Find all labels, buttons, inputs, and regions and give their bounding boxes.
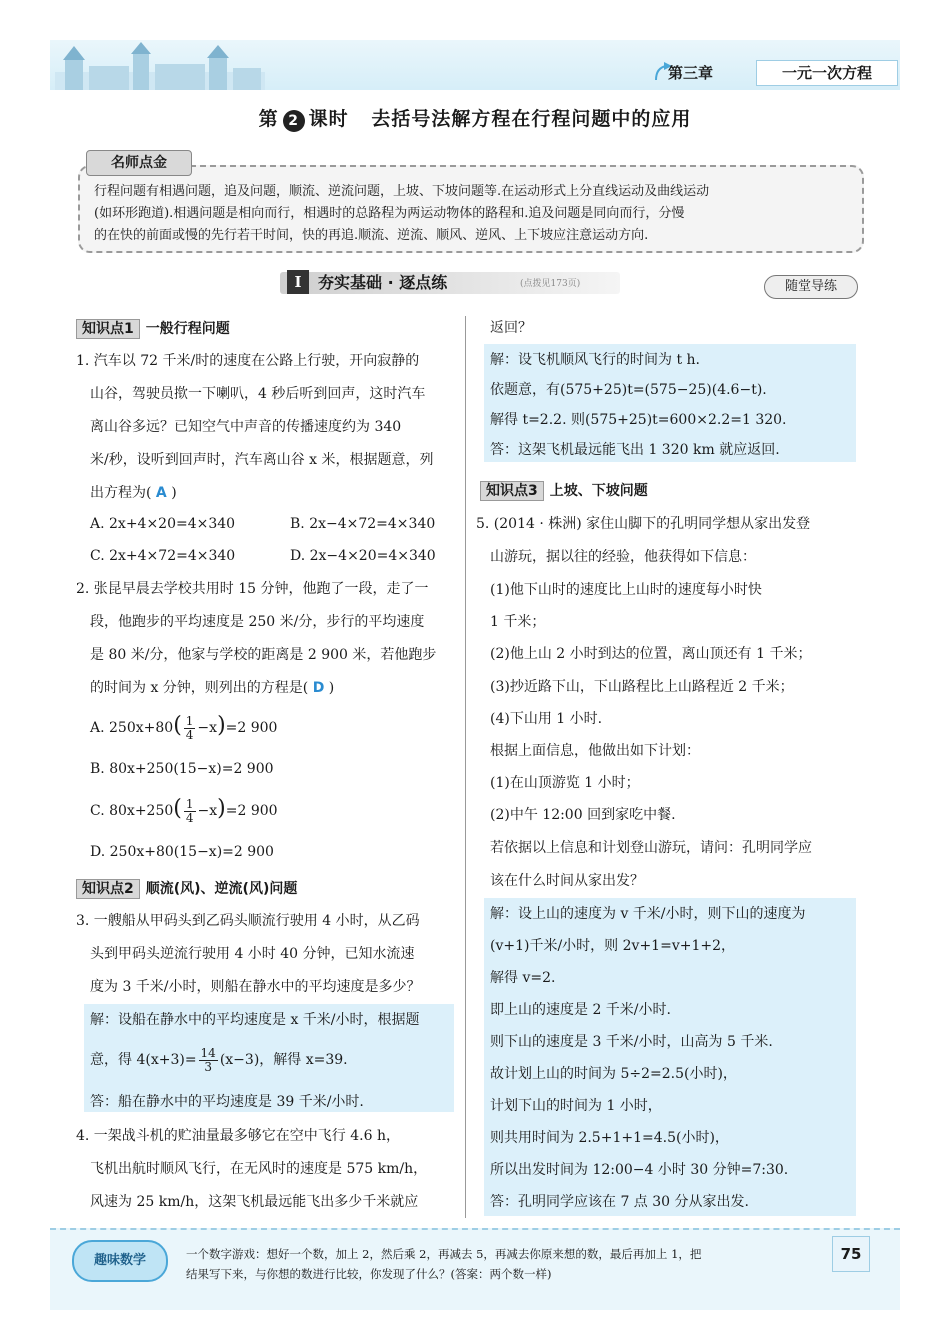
knowledge-point-1	[76, 318, 230, 338]
q3-solution-line: 解：设船在静水中的平均速度是 x 千米/小时，根据题	[90, 1012, 420, 1028]
q4-line: 4. 一架战斗机的贮油量最多够它在空中飞行 4.6 h，	[76, 1128, 400, 1144]
castle-illustration-icon	[55, 42, 265, 90]
q5-line: 1 千米；	[490, 614, 546, 630]
q4-line: 风速为 25 km/h，这架飞机最远能飞出多少千米就应	[90, 1194, 419, 1210]
q2-answer: D	[312, 680, 325, 696]
q2-option-d: D. 250x+80(15−x)=2 900	[90, 844, 274, 860]
column-divider	[465, 316, 466, 1218]
q1-option-a: A. 2x+4×20=4×340	[90, 516, 236, 532]
lesson-number: 2	[283, 110, 305, 132]
q2-stem-pre: 的时间为 x 分钟，则列出的方程是(	[90, 680, 309, 696]
q1-stem-post: )	[171, 485, 177, 501]
kp-tag: 知识点3	[480, 481, 544, 501]
chapter-title: 一元一次方程	[756, 60, 898, 86]
section-tag: 随堂导练	[764, 275, 858, 299]
q4-solution-line: 答：这架飞机最远能飞出 1 320 km 就应返回.	[490, 442, 780, 458]
q5-solution-line: 则下山的速度是 3 千米/小时，山高为 5 千米.	[490, 1034, 773, 1050]
q2-a-pre: A. 250x+80	[90, 720, 174, 736]
q2-line: 段，他跑步的平均速度是 250 米/分，步行的平均速度	[90, 614, 425, 630]
q2-line: 2. 张昆早晨去学校共用时 15 分钟，他跑了一段，走了一	[76, 581, 429, 597]
q5-line: (4)下山用 1 小时.	[490, 711, 603, 727]
q1-option-c: C. 2x+4×72=4×340	[90, 548, 236, 564]
tip-line: (如环形跑道).相遇问题是相向而行，相遇时的总路程为两运动物体的路程和.追及问题是同向而行，分慢	[94, 206, 685, 221]
q5-solution-line: (v+1)千米/小时，则 2v+1=v+1+2，	[490, 938, 736, 954]
footer-line: 结果写下来，与你想的数进行比较，你发现了什么？(答案：两个数一样)	[186, 1267, 552, 1281]
q1-line: 山谷，驾驶员揿一下喇叭，4 秒后听到回声，这时汽车	[90, 386, 426, 402]
q5-solution-line: 解得 v=2.	[490, 970, 556, 986]
kp-tag: 知识点2	[76, 879, 140, 899]
q1-option-d: D. 2x−4×20=4×340	[290, 548, 436, 564]
q5-line: (2)他上山 2 小时到达的位置，离山顶还有 1 千米；	[490, 646, 812, 662]
lesson-prefix: 第	[258, 108, 279, 130]
page-number: 75	[832, 1236, 870, 1272]
q5-line: (1)在山顶游览 1 小时；	[490, 775, 640, 791]
q4-continued: 返回？	[490, 320, 532, 336]
tip-line: 行程问题有相遇问题，追及问题，顺流、逆流问题，上坡、下坡问题等.在运动形式上分直线运动及曲线运动	[94, 184, 710, 199]
q2-option-a: A. 250x+80( $\frac{1}{4}$ −x)=2 900	[90, 713, 278, 742]
kp-label: 上坡、下坡问题	[549, 483, 648, 499]
section-note: (点拨见173页)	[520, 279, 581, 289]
kp-tag: 知识点1	[76, 319, 140, 339]
q3-solution-line	[90, 1044, 348, 1076]
q2-c-pre: C. 80x+250	[90, 803, 174, 819]
footer-text	[186, 1244, 816, 1284]
q1-line: 1. 汽车以 72 千米/时的速度在公路上行驶，开向寂静的	[76, 353, 420, 369]
q5-line: 根据上面信息，他做出如下计划：	[490, 743, 700, 759]
q5-line: 山游玩，据以往的经验，他获得如下信息：	[490, 549, 756, 565]
fraction	[184, 798, 196, 825]
q5-line: (3)抄近路下山，下山路程比上山路程近 2 千米；	[490, 679, 794, 695]
q1-stem-end	[90, 483, 177, 503]
fraction	[199, 1047, 218, 1074]
q3-line: 度为 3 千米/小时，则船在静水中的平均速度是多少？	[90, 979, 421, 995]
q5-solution-line: 则共用时间为 2.5+1+1=4.5(小时)，	[490, 1130, 729, 1146]
sol-post: (x−3)，解得 x=39.	[219, 1052, 348, 1068]
knowledge-point-3	[480, 480, 648, 500]
q1-stem-pre: 出方程为(	[90, 485, 152, 501]
fun-math-logo: 趣味数学	[72, 1240, 168, 1282]
q5-solution-line: 所以出发时间为 12:00−4 小时 30 分钟=7:30.	[490, 1162, 789, 1178]
q2-stem-post: )	[328, 680, 335, 696]
knowledge-point-2	[76, 878, 297, 898]
q5-line: 该在什么时间从家出发？	[490, 873, 644, 889]
q3-line: 3. 一艘船从甲码头到乙码头顺流行驶用 4 小时，从乙码	[76, 913, 420, 929]
q5-solution-line: 解：设上山的速度为 v 千米/小时，则下山的速度为	[490, 906, 806, 922]
frac-tail: −x	[197, 720, 218, 736]
q5-line: (1)他下山时的速度比上山时的速度每小时快	[490, 582, 762, 598]
lesson-title-text: 课时 去括号法解方程在行程问题中的应用	[308, 108, 692, 130]
frac-num: 14	[200, 1045, 216, 1060]
kp-label: 一般行程问题	[145, 321, 230, 337]
frac-den: 3	[204, 1059, 212, 1074]
q1-line: 离山谷多远？已知空气中声音的传播速度约为 340	[90, 419, 402, 435]
frac-den: 4	[185, 727, 194, 742]
section-title: 夯实基础 · 逐点练	[318, 273, 448, 292]
q2-option-c: C. 80x+250( $\frac{1}{4}$ −x)=2 900	[90, 796, 278, 825]
q5-line: 若依据以上信息和计划登山游玩，请问：孔明同学应	[490, 840, 812, 856]
q5-line: 5. (2014 · 株洲) 家住山脚下的孔明同学想从家出发登	[476, 516, 811, 532]
kp-label: 顺流(风)、逆流(风)问题	[145, 881, 298, 897]
q5-solution-line: 答：孔明同学应该在 7 点 30 分从家出发.	[490, 1194, 749, 1210]
q5-solution-line: 即上山的速度是 2 千米/小时.	[490, 1002, 671, 1018]
q1-line: 米/秒，设听到回声时，汽车离山谷 x 米，根据题意，列	[90, 452, 434, 468]
section-number: I	[287, 270, 309, 294]
q1-answer: A	[155, 485, 167, 501]
q4-line: 飞机出航时顺风飞行，在无风时的速度是 575 km/h，	[90, 1161, 428, 1177]
q3-line: 头到甲码头逆流行驶用 4 小时 40 分钟，已知水流速	[90, 946, 415, 962]
frac-den: 4	[185, 810, 194, 825]
sol-pre: 意，得 4(x+3)=	[90, 1052, 197, 1068]
frac-num: 1	[185, 713, 194, 728]
q2-option-b: B. 80x+250(15−x)=2 900	[90, 761, 274, 777]
q3-solution-line: 答：船在静水中的平均速度是 39 千米/小时.	[90, 1094, 364, 1110]
q5-solution-line: 故计划上山的时间为 5÷2=2.5(小时)，	[490, 1066, 737, 1082]
q2-c-post: =2 900	[225, 803, 278, 819]
chapter-label: 第三章	[668, 64, 714, 82]
tip-text	[94, 181, 854, 247]
q5-solution-line: 计划下山的时间为 1 小时，	[490, 1098, 662, 1114]
frac-num: 1	[185, 796, 194, 811]
q4-solution-line: 解得 t=2.2. 则(575+25)t=600×2.2=1 320.	[490, 412, 787, 428]
fraction	[184, 715, 196, 742]
q4-solution-line: 解：设飞机顺风飞行的时间为 t h.	[490, 352, 700, 368]
q2-line: 是 80 米/分，他家与学校的距离是 2 900 米，若他跑步	[90, 647, 437, 663]
lesson-title	[0, 104, 950, 132]
tip-line: 的在快的前面或慢的先行若干时间，快的再追.顺流、逆流、顺风、逆风、上下坡应注意运动方向.	[94, 228, 649, 243]
q5-line: (2)中午 12:00 回到家吃中餐.	[490, 807, 676, 823]
q4-solution-line: 依题意，有(575+25)t=(575−25)(4.6−t).	[490, 382, 767, 398]
q2-a-post: =2 900	[225, 720, 278, 736]
frac-tail: −x	[197, 803, 218, 819]
q1-option-b: B. 2x−4×72=4×340	[290, 516, 436, 532]
q2-stem-end	[90, 678, 334, 698]
tip-label: 名师点金	[86, 150, 192, 176]
footer-line: 一个数字游戏：想好一个数，加上 2，然后乘 2，再减去 5，再减去你原来想的数，最后再加上 1，把	[186, 1247, 702, 1261]
